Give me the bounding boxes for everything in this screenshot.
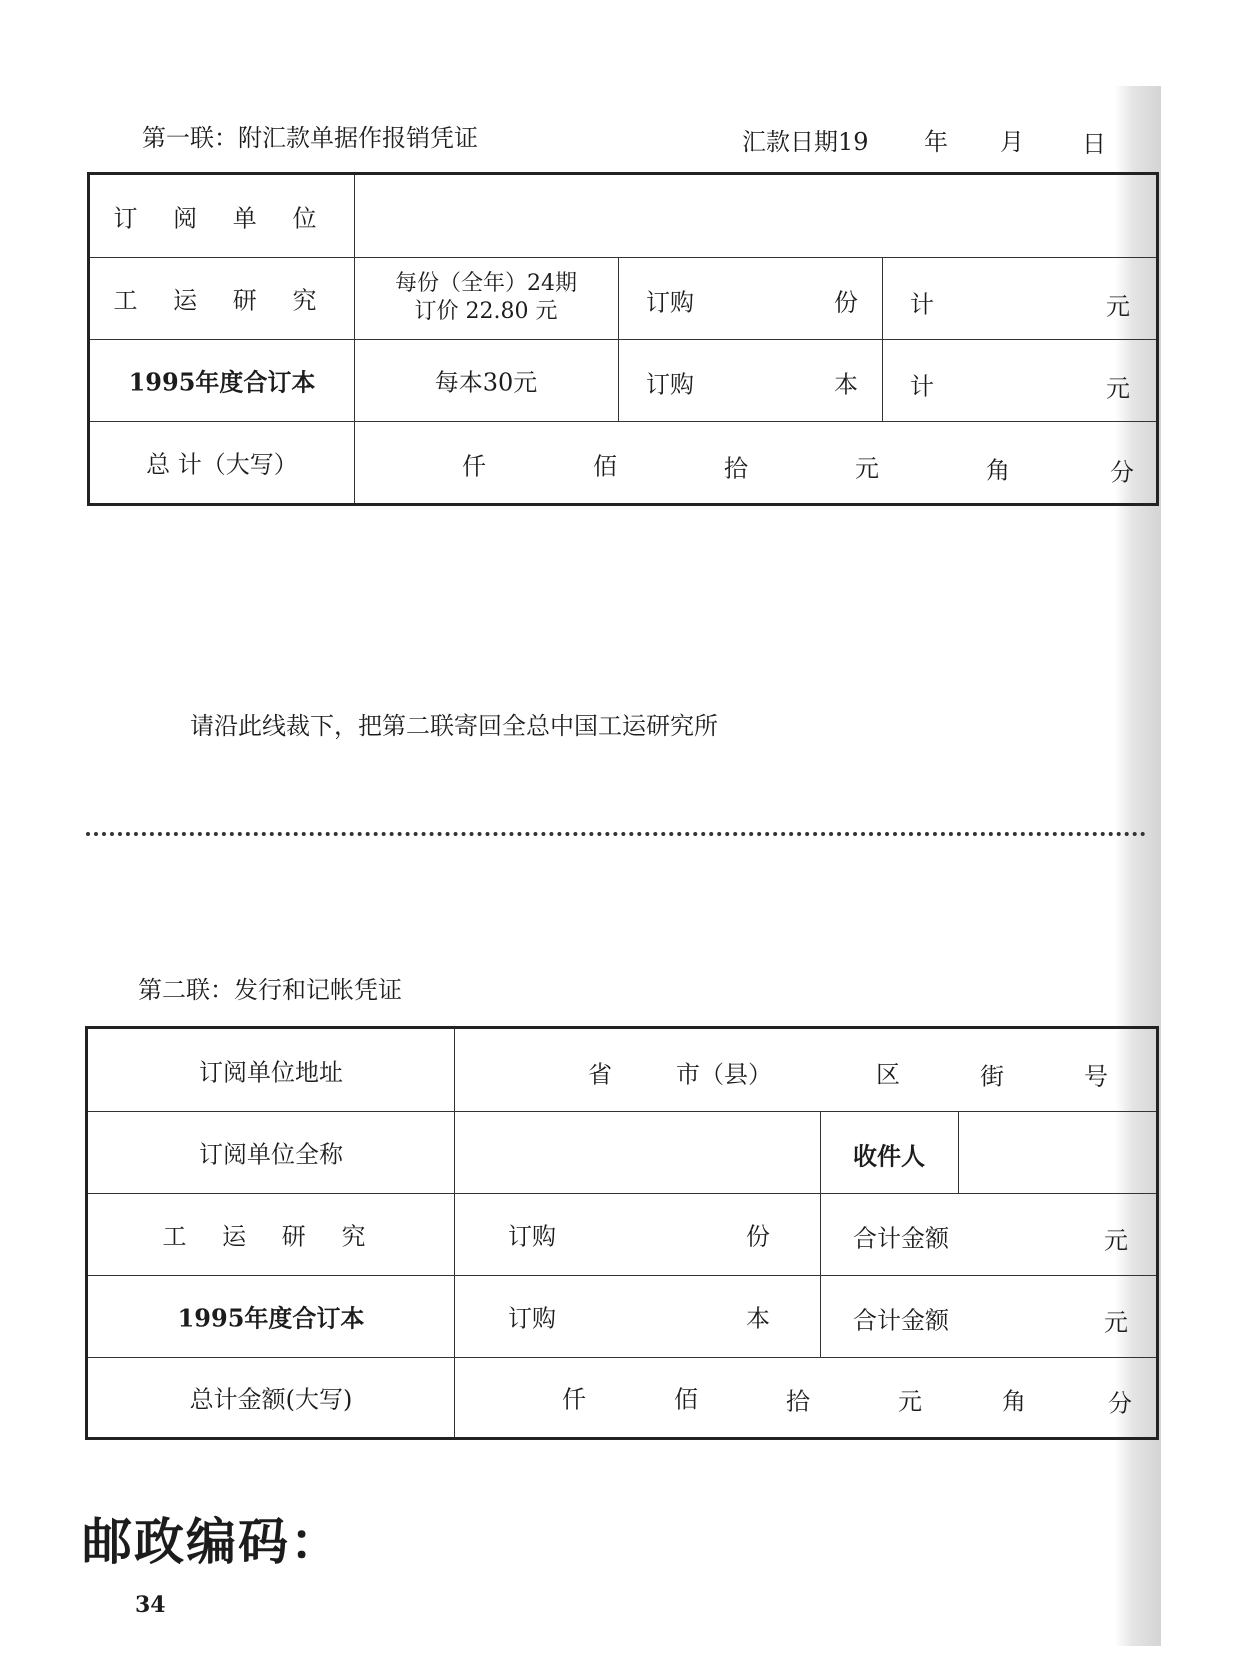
address-unit-city: 市（县） [676,1060,772,1089]
divider [90,421,1156,422]
subscriber-unit-label: 订 阅 单 位 [113,204,331,233]
receiver-label: 收件人 [853,1141,925,1171]
grand-total-label: 总 计（大写） [146,450,298,479]
divider [454,1029,455,1437]
amount-unit-fen: 分 [1110,458,1134,487]
divider [90,339,1156,340]
volume-unit: 本 [834,370,858,399]
yuan-unit: 元 [1104,1308,1128,1337]
cut-line [86,832,1146,836]
part1-title: 第一联：附汇款单据作报销凭证 [142,124,478,152]
sum-label: 合计金额 [853,1224,949,1253]
divider [882,257,883,421]
fullname-label: 订阅单位全称 [199,1140,343,1169]
remit-day-label: 日 [1082,130,1106,158]
order-label: 订购 [508,1222,556,1251]
copies-unit: 份 [746,1222,770,1251]
yuan-unit: 元 [1106,374,1130,403]
amount-unit-yuan: 元 [898,1387,922,1416]
divider [618,257,619,421]
bound-volume-label: 1995年度合订本 [177,1303,365,1333]
amount-unit-qian: 仟 [462,452,486,481]
amount-unit-shi: 拾 [786,1387,810,1416]
part2-title: 第二联：发行和记帐凭证 [138,976,402,1004]
part1-form [87,172,1159,506]
divider [354,175,355,503]
divider [820,1111,821,1357]
divider [88,1193,1156,1194]
part2-form [85,1026,1159,1440]
bound-volume-label: 1995年度合订本 [128,367,316,397]
amount-unit-bai: 佰 [674,1385,698,1414]
cut-instruction: 请沿此线裁下，把第二联寄回全总中国工运研究所 [190,712,718,740]
volume-unit: 本 [746,1304,770,1333]
bound-price: 每本30元 [434,368,538,397]
total-label: 计 [910,372,934,401]
gyyj-label: 工 运 研 究 [162,1222,380,1251]
divider [88,1357,1156,1358]
page-number: 34 [135,1592,166,1618]
amount-unit-jiao: 角 [1002,1387,1026,1416]
address-unit-street: 街 [980,1062,1004,1091]
order-label: 订购 [508,1304,556,1333]
postal-code-label: 邮政编码： [82,1512,342,1571]
yuan-unit: 元 [1104,1226,1128,1255]
divider [90,257,1156,258]
amount-unit-bai: 佰 [593,452,617,481]
remit-date-label: 汇款日期19 [742,128,869,156]
yuan-unit: 元 [1106,292,1130,321]
order-label: 订购 [646,288,694,317]
amount-unit-fen: 分 [1108,1389,1132,1418]
remit-month-label: 月 [1000,128,1024,156]
divider [958,1111,959,1193]
grand-total-label: 总计金额(大写) [189,1385,353,1414]
address-unit-province: 省 [588,1060,612,1089]
amount-unit-shi: 拾 [724,454,748,483]
address-unit-number: 号 [1084,1062,1108,1091]
remit-year-label: 年 [924,128,948,156]
divider [88,1275,1156,1276]
gyyj-label: 工 运 研 究 [113,286,331,315]
amount-unit-qian: 仟 [562,1385,586,1414]
total-label: 计 [910,290,934,319]
sum-label: 合计金额 [853,1306,949,1335]
copies-unit: 份 [834,288,858,317]
order-label: 订购 [646,370,694,399]
gyyj-price-line1: 每份（全年）24期 [395,271,577,296]
amount-unit-jiao: 角 [986,456,1010,485]
address-label: 订阅单位地址 [199,1058,343,1087]
subscriber-unit-field[interactable] [358,179,1152,255]
receiver-field[interactable] [962,1115,1152,1189]
divider [88,1111,1156,1112]
address-unit-district: 区 [876,1060,900,1089]
amount-unit-yuan: 元 [855,454,879,483]
gyyj-price-line2: 订价 22.80 元 [414,299,558,324]
fullname-field[interactable] [458,1115,816,1189]
